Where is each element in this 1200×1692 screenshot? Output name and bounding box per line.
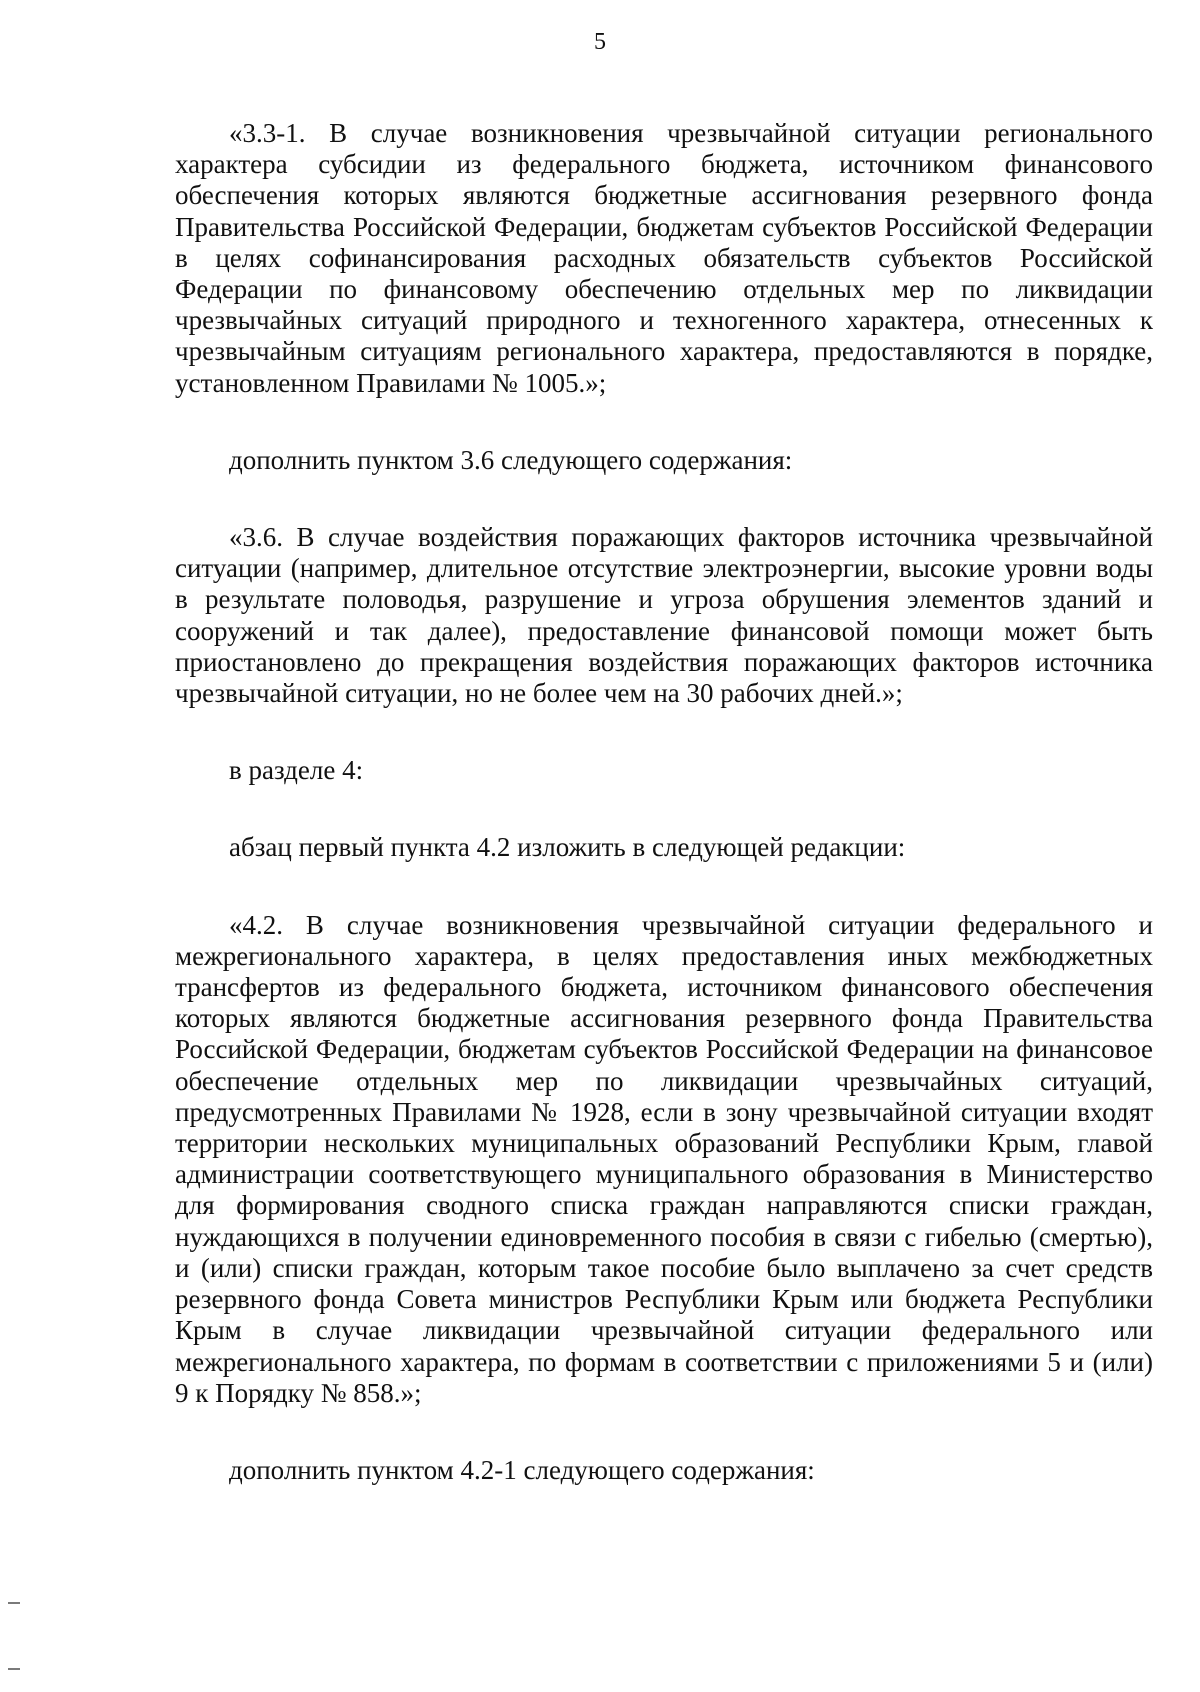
page-number: 5 <box>594 29 606 55</box>
paragraph-gap <box>175 476 1153 522</box>
paragraph-3-3-1: «3.3-1. В случае возникновения чрезвычайной ситуации регионального характера субсидии из федерального бюджета, источником финансового обеспечения которых являются бюджетные ассигнования резервного фонда Правительства Российской Федерации, бюджетам субъектов Российской Федерации в целях софинансирования расходных обязательств субъектов Российской Федерации по финансовому обеспечению отдельных мер по ликвидации чрезвычайных ситуаций природного и техногенного характера, отнесенных к чрезвычайным ситуациям регионального характера, предоставляются в порядке, установленном Правилами № 1005.»; <box>175 118 1153 398</box>
paragraph-3-6: «3.6. В случае воздействия поражающих факторов источника чрезвычайной ситуации (например, длительное отсутствие электроэнергии, высокие уровни воды в результате половодья, разрушение и угроза обрушения элементов зданий и сооружений и так далее), предоставление финансовой помощи может быть приостановлено до прекращения воздействия поражающих факторов источника чрезвычайной ситуации, но не более чем на 30 рабочих дней.»; <box>175 522 1153 709</box>
paragraph-amend-4-2: абзац первый пункта 4.2 изложить в следующей редакции: <box>229 832 906 863</box>
paragraph-gap <box>175 864 1153 910</box>
paragraph-gap <box>175 786 1153 832</box>
scan-edge-mark <box>8 1668 20 1670</box>
document-body <box>175 118 1153 1486</box>
paragraph-gap <box>175 399 1153 445</box>
scan-edge-mark <box>8 1602 20 1604</box>
paragraph-4-2: «4.2. В случае возникновения чрезвычайной ситуации федерального и межрегионального характера, в целях предоставления иных межбюджетных трансфертов из федерального бюджета, источником финансового обеспечения которых являются бюджетные ассигнования резервного фонда Правительства Российской Федерации, бюджетам субъектов Российской Федерации на финансовое обеспечение отдельных мер по ликвидации чрезвычайных ситуаций, предусмотренных Правилами № 1928, если в зону чрезвычайной ситуации входят территории нескольких муниципальных образований Республики Крым, главой администрации соответствующего муниципального образования в Министерство для формирования сводного списка граждан направляются списки граждан, нуждающихся в получении единовременного пособия в связи с гибелью (смертью), и (или) списки граждан, которым такое пособие было выплачено за счет средств резервного фонда Совета министров Республики Крым или бюджета Республики Крым в случае ликвидации чрезвычайной ситуации федерального или межрегионального характера, по формам в соответствии с приложениями 5 и (или) 9 к Порядку № 858.»; <box>175 909 1153 1408</box>
paragraph-gap <box>175 709 1153 755</box>
paragraph-add-4-2-1: дополнить пунктом 4.2-1 следующего содержания: <box>229 1454 815 1485</box>
paragraph-add-3-6: дополнить пунктом 3.6 следующего содержания: <box>229 444 793 475</box>
paragraph-gap <box>175 1409 1153 1455</box>
paragraph-section-4: в разделе 4: <box>229 755 364 786</box>
